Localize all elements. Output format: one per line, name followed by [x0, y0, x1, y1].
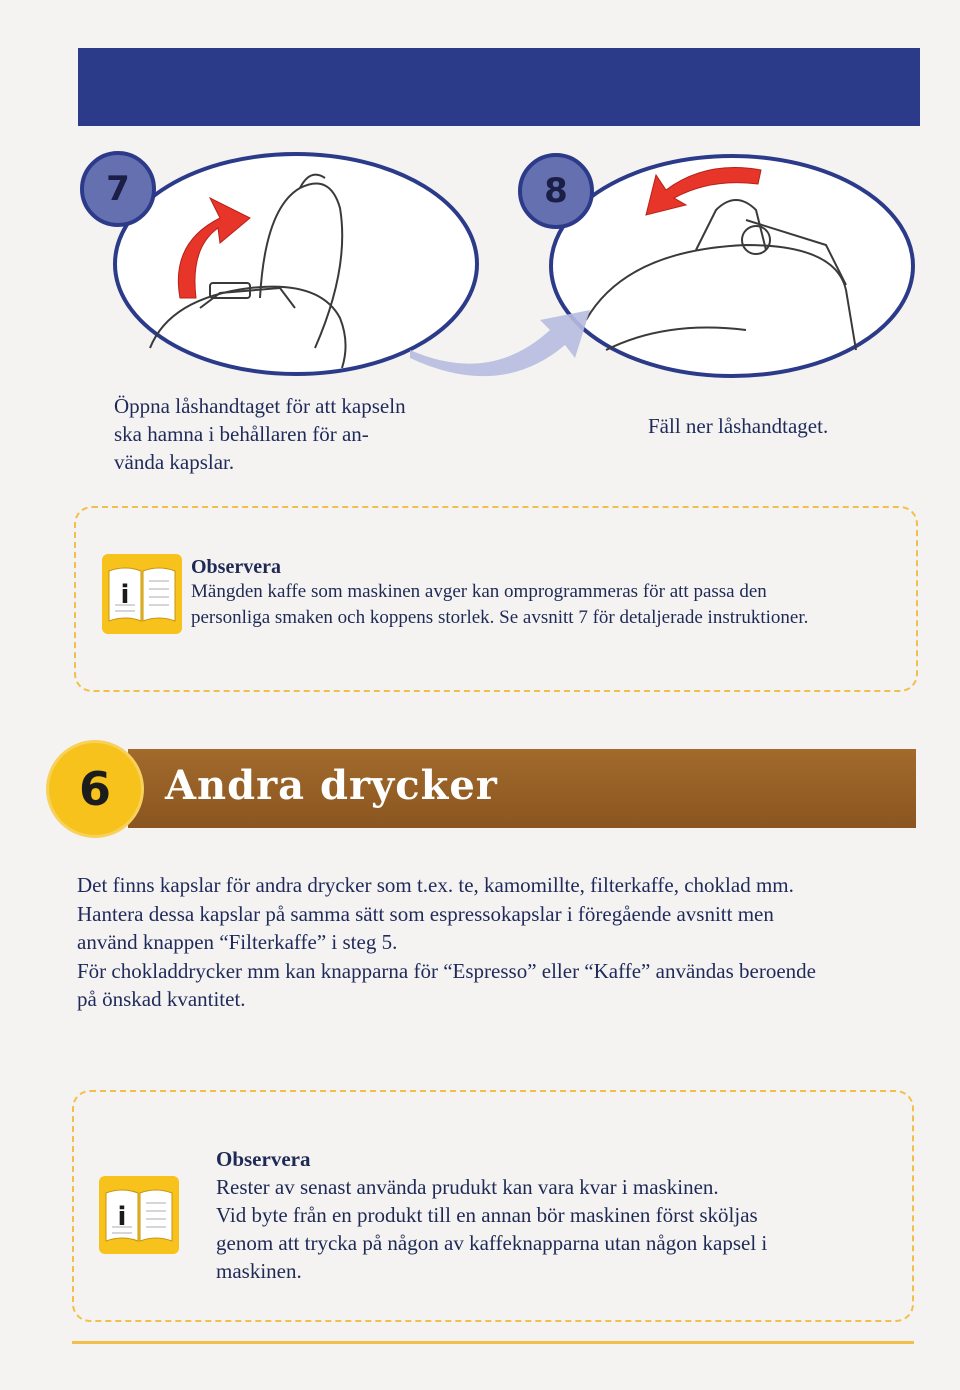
caption-line: vända kapslar. — [114, 450, 235, 474]
body-line: på önskad kvantitet. — [77, 987, 246, 1011]
note-2-title: Observera — [216, 1147, 311, 1171]
note-1-content — [191, 556, 911, 631]
step-7-badge: 7 — [80, 151, 156, 227]
note-2-line: Vid byte från en produkt till en annan bör maskinen först sköljas — [216, 1203, 758, 1227]
info-book-icon — [101, 553, 183, 635]
header-banner — [78, 48, 920, 126]
next-step-arrow-icon — [400, 290, 600, 390]
caption-line: Fäll ner låshandtaget. — [648, 414, 829, 438]
note-1-title: Observera — [191, 556, 281, 578]
section-number-badge: 6 — [46, 740, 144, 838]
note-2-line: genom att trycka på någon av kaffeknapparna utan någon kapsel i — [216, 1231, 768, 1255]
note-2-line: Rester av senast använda prudukt kan vara kvar i maskinen. — [216, 1175, 719, 1199]
illustration-step-8 — [546, 150, 918, 382]
body-line: För chokladdrycker mm kan knapparna för “Espresso” eller “Kaffe” användas beroende — [77, 958, 816, 983]
footer-rule — [72, 1341, 914, 1344]
body-line: Det finns kapslar för andra drycker som t.ex. te, kamomillte, filterkaffe, choklad mm. — [77, 873, 794, 897]
step-7-caption — [114, 392, 474, 476]
body-line: Hantera dessa kapslar på samma sätt som espressokapslar i föregående avsnitt men — [77, 901, 774, 926]
section-title: Andra drycker — [165, 762, 498, 809]
note-2-content — [216, 1145, 906, 1285]
caption-line: Öppna låshandtaget för att kapseln — [114, 394, 406, 418]
note-1-line: personliga smaken och koppens storlek. Se avsnitt 7 för detaljerade instruktioner. — [191, 607, 809, 628]
info-book-icon — [98, 1175, 180, 1255]
caption-line: ska hamna i behållaren för an- — [114, 422, 369, 446]
info-glyph: i — [117, 1202, 127, 1232]
section-body — [77, 871, 917, 1014]
step-8-caption — [648, 412, 908, 440]
step-8-badge: 8 — [518, 153, 594, 229]
info-glyph: i — [120, 580, 130, 610]
body-line: använd knappen “Filterkaffe” i steg 5. — [77, 930, 398, 954]
note-2-line: maskinen. — [216, 1259, 302, 1283]
note-1-line: Mängden kaffe som maskinen avger kan omprogrammeras för att passa den — [191, 581, 767, 602]
